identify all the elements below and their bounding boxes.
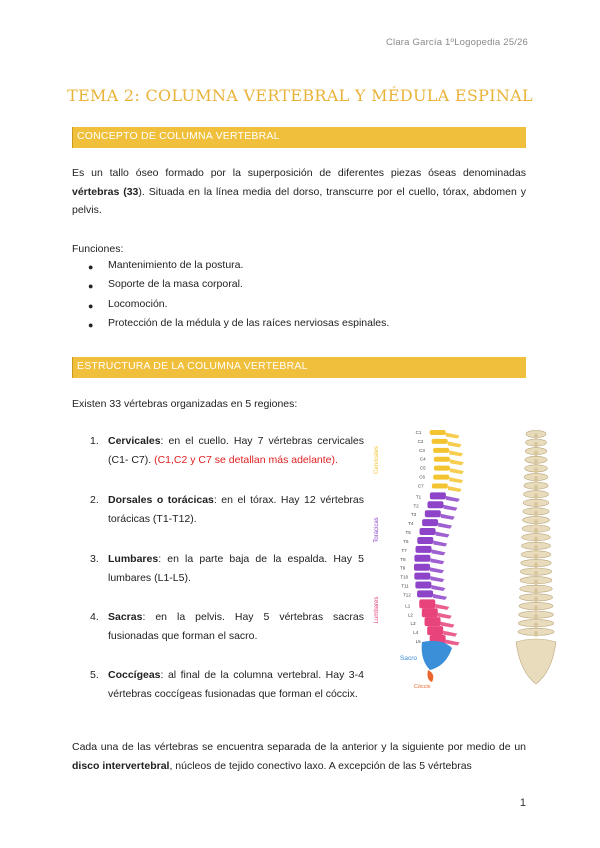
spinous-process — [430, 558, 444, 564]
vertebra-body — [417, 590, 433, 597]
paragraph-concepto — [72, 164, 526, 220]
list-item — [90, 608, 364, 666]
list-number: 3. — [90, 553, 99, 565]
vertebra-label: L5 — [415, 639, 421, 644]
posterior-process — [534, 553, 538, 559]
list-number: 2. — [90, 494, 99, 506]
spinous-process — [435, 604, 449, 610]
spine-illustration — [370, 420, 570, 695]
list-item-text — [108, 608, 364, 666]
posterior-process — [534, 467, 538, 473]
paragraph-text: , núcleos de tejido conectivo laxo. A excepción de las 5 vértebras — [169, 759, 472, 772]
posterior-process — [534, 631, 538, 637]
vertebra-body — [430, 492, 446, 499]
posterior-process — [534, 596, 538, 602]
posterior-process — [534, 579, 538, 585]
posterior-process — [534, 519, 538, 525]
region-name: Sacras — [108, 611, 143, 623]
vertebra-label: T3 — [410, 512, 417, 518]
posterior-process — [534, 502, 538, 508]
regions-list — [90, 432, 364, 703]
spinous-process — [443, 631, 457, 637]
list-number: 1. — [90, 435, 99, 447]
section-heading-estructura: ESTRUCTURA DE LA COLUMNA VERTEBRAL — [72, 357, 526, 378]
section-heading-concepto: CONCEPTO DE COLUMNA VERTEBRAL — [72, 127, 526, 148]
region-label: Lumbares — [374, 596, 380, 624]
vertebra-label: C6 — [419, 474, 425, 480]
posterior-process — [534, 605, 538, 611]
vertebra-label: L1 — [405, 603, 411, 609]
vertebra-body — [417, 537, 433, 544]
list-item — [90, 666, 364, 703]
posterior-process — [534, 528, 538, 534]
region-label: Cóccix — [414, 684, 431, 690]
spinous-process — [436, 532, 450, 538]
region-label: Sacro — [400, 655, 417, 662]
vertebra-label: L3 — [410, 621, 416, 627]
paragraph-text: ). Situada en la línea media del dorso, transcurre por el cuello, tórax, abdomen y pelvis. — [72, 185, 527, 216]
spinous-process — [430, 576, 444, 582]
region-desc: : en el cuello. Hay 7 vértebras cervicales (C1- C7). — [108, 435, 364, 466]
region-desc: : en el tórax. Hay 12 vértebras torácicas (T1-T12). — [108, 494, 364, 525]
vertebra-label: C1 — [415, 430, 422, 435]
region-name: Coccígeas — [108, 669, 161, 681]
vertebra-label: C5 — [419, 465, 426, 471]
list-item — [90, 491, 364, 550]
vertebra-label: T10 — [400, 574, 409, 580]
vertebra-label: T12 — [403, 592, 411, 598]
spinous-process — [443, 505, 457, 511]
posterior-process — [534, 622, 538, 628]
region-desc: : en la parte baja de la espalda. Hay 5 lumbares (L1-L5). — [108, 553, 364, 584]
spinous-process — [449, 477, 463, 483]
region-name: Cervicales — [108, 435, 161, 447]
region-label: Cervicales — [374, 445, 380, 475]
vertebra-label: T4 — [408, 521, 414, 527]
spinous-process — [431, 585, 445, 591]
vertebra-body — [430, 430, 446, 435]
list-item — [88, 278, 389, 297]
spinous-process — [433, 540, 447, 546]
spinous-process — [450, 468, 464, 474]
vertebra-body — [425, 617, 441, 626]
vertebra-label: T9 — [400, 565, 406, 571]
bullet-icon: ● — [88, 319, 94, 330]
vertebra-body — [425, 510, 441, 517]
paragraph-text: Es un tallo óseo formado por la superposición de diferentes piezas óseas denominadas — [72, 167, 526, 179]
vertebra-label: T5 — [405, 530, 411, 536]
list-item-text — [108, 432, 364, 491]
list-number: 4. — [90, 611, 99, 623]
vertebra-body — [419, 599, 435, 608]
bullet-icon: ● — [88, 262, 94, 272]
vertebra-label: L4 — [413, 630, 419, 636]
list-item — [90, 550, 364, 608]
spinous-process — [433, 594, 447, 600]
posterior-process — [534, 588, 538, 594]
vertebra-label: T6 — [403, 538, 409, 544]
posterior-process — [534, 493, 538, 499]
spinous-process — [432, 549, 446, 555]
vertebra-label: C4 — [419, 456, 426, 462]
bold-term-disco: disco intervertebral — [72, 759, 170, 772]
posterior-process — [534, 450, 538, 456]
vertebra-label: C2 — [417, 438, 424, 444]
funciones-label: Funciones: — [72, 243, 124, 255]
list-item-text: Locomoción. — [108, 297, 168, 310]
region-label: Torácicas — [374, 517, 380, 543]
bullet-icon: ● — [88, 300, 94, 311]
posterior-process — [534, 562, 538, 568]
list-item-text — [108, 550, 364, 608]
posterior-process — [534, 614, 538, 620]
list-item-text — [108, 666, 364, 703]
document-title: TEMA 2: COLUMNA VERTEBRAL Y MÉDULA ESPINAL — [67, 86, 533, 105]
bold-term-vertebras: vértebras (33 — [72, 185, 139, 198]
posterior-process — [534, 433, 538, 439]
vertebra-label: T8 — [400, 556, 406, 562]
posterior-process — [534, 476, 538, 482]
vertebra-body — [433, 475, 449, 480]
paragraph-text: Cada una de las vértebras se encuentra separada de la anterior y la siguiente por medio de un — [72, 741, 526, 753]
list-item-text: Soporte de la masa corporal. — [108, 278, 243, 291]
vertebra-body — [433, 448, 449, 453]
posterior-process — [534, 510, 538, 516]
vertebra-body — [432, 439, 448, 444]
list-item-text: Protección de la médula y de las raíces nerviosas espinales. — [108, 316, 390, 329]
region-name: Lumbares — [108, 553, 159, 565]
vertebra-body — [422, 608, 438, 617]
vertebra-label: L2 — [407, 612, 413, 618]
red-note: (C1,C2 y C7 se detallan más adelante). — [154, 453, 338, 466]
vertebra-label: T1 — [415, 494, 422, 500]
vertebra-body — [432, 483, 448, 488]
list-item — [88, 317, 389, 336]
page-number: 1 — [519, 797, 526, 809]
header-meta: Clara García 1ºLogopedia 25/26 — [385, 37, 528, 48]
coccyx-shape — [428, 670, 434, 682]
region-desc: : al final de la columna vertebral. Hay 3-4 vértebras coccígeas fusionadas que forman el cóccix. — [108, 669, 364, 700]
posterior-process — [534, 442, 538, 448]
list-item — [90, 432, 364, 491]
list-number: 5. — [90, 669, 99, 681]
region-desc: : en la pelvis. Hay 5 vértebras sacras fusionadas que forman el sacro. — [108, 611, 364, 642]
posterior-process — [534, 536, 538, 542]
vertebra-body — [420, 528, 436, 535]
posterior-sacrum — [516, 639, 556, 684]
posterior-process — [534, 571, 538, 577]
list-item — [88, 298, 389, 317]
sacrum-shape — [422, 641, 452, 670]
posterior-process — [534, 545, 538, 551]
bullet-icon: ● — [88, 281, 94, 292]
list-item — [88, 259, 389, 278]
region-name: Dorsales o torácicas — [108, 494, 214, 506]
spinous-process — [438, 523, 452, 529]
spinous-process — [430, 567, 444, 573]
vertebra-body — [434, 457, 450, 462]
posterior-process — [534, 485, 538, 491]
estructura-intro: Existen 33 vértebras organizadas en 5 regiones: — [72, 398, 298, 410]
vertebra-label: C3 — [419, 447, 425, 453]
spinous-process — [446, 433, 460, 439]
spinous-process — [449, 450, 463, 456]
funciones-list — [88, 259, 389, 336]
vertebra-body — [415, 582, 431, 589]
vertebra-body — [434, 466, 450, 471]
vertebra-body — [414, 564, 430, 571]
paragraph-closing — [72, 738, 526, 775]
vertebra-body — [416, 546, 432, 553]
spinous-process — [446, 496, 460, 502]
vertebra-body — [422, 519, 438, 526]
vertebra-body — [427, 626, 443, 635]
spinous-process — [448, 486, 462, 492]
vertebra-label: C7 — [417, 483, 424, 489]
vertebra-label: T11 — [401, 583, 409, 589]
list-item-text — [108, 491, 364, 550]
vertebra-body — [414, 573, 430, 580]
spinous-process — [448, 441, 462, 447]
vertebra-label: T2 — [413, 503, 419, 509]
spinous-process — [446, 640, 460, 646]
spinous-process — [450, 459, 464, 465]
vertebra-body — [427, 501, 443, 508]
vertebra-label: T7 — [401, 547, 407, 553]
vertebra-body — [414, 555, 430, 562]
list-item-text: Mantenimiento de la postura. — [108, 259, 244, 271]
spinous-process — [441, 514, 455, 520]
posterior-process — [534, 459, 538, 465]
